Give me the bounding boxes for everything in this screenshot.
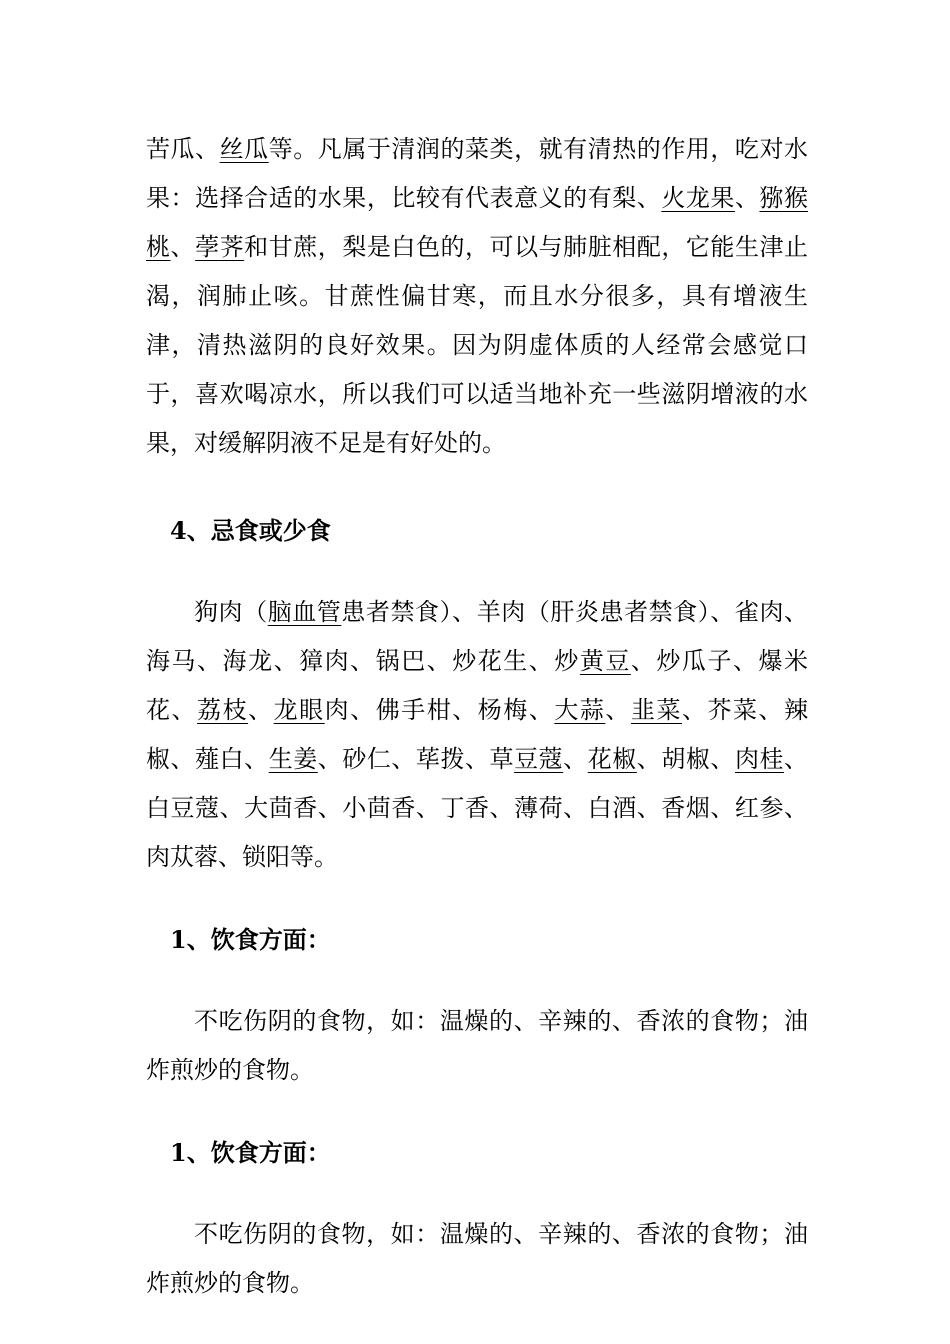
underlined-term[interactable]: 韭菜: [630, 696, 682, 724]
underlined-term[interactable]: 荔枝: [197, 696, 249, 724]
underlined-term[interactable]: 肉桂: [734, 745, 785, 773]
heading-diet-aspect-repeat: 1、饮食方面：: [170, 1138, 331, 1167]
underlined-term[interactable]: 豆蔻: [514, 745, 564, 773]
underlined-term[interactable]: 大蒜: [554, 696, 606, 724]
underlined-term[interactable]: 丝瓜: [219, 135, 269, 163]
underlined-term[interactable]: 荸荠: [195, 233, 245, 261]
paragraph-diet-advice: [146, 997, 808, 1095]
text-segment: 、: [563, 745, 588, 773]
underlined-term[interactable]: 龙眼: [273, 696, 325, 724]
underlined-term[interactable]: 猕猴桃: [146, 184, 809, 261]
heading-diet-aspect: 1、饮食方面：: [170, 925, 331, 954]
text-segment: 不吃伤阴的食物，如：温燥的、辛辣的、香浓的食物；油炸煎炒的食物。: [146, 1007, 808, 1084]
text-segment: 、: [248, 696, 274, 724]
paragraph-avoid-foods-list: [146, 588, 808, 882]
underlined-term[interactable]: 脑血管: [267, 598, 342, 626]
text-segment: 、炒瓜子、爆米花、: [146, 647, 809, 724]
text-segment: 不吃伤阴的食物，如：温燥的、辛辣的、香浓的食物；油炸煎炒的食物。: [146, 1220, 808, 1297]
paragraph-diet-advice-repeat: [146, 1210, 808, 1308]
text-segment: 、胡椒、: [636, 745, 735, 773]
text-segment: 患者禁食）、羊肉（肝炎患者禁食）、雀肉、海马、海龙、獐肉、锅巴、炒花生、炒: [146, 598, 809, 675]
heading-avoid-foods: 4、忌食或少食: [170, 516, 331, 545]
text-segment: 等。凡属于清润的菜类，就有清热的作用，吃对水果：选择合适的水果，比较有代表意义的有梨、: [146, 135, 809, 212]
text-segment: 、: [605, 696, 631, 724]
text-segment: 、白豆蔻、大茴香、小茴香、丁香、薄荷、白酒、香烟、红参、肉苁蓉、锁阳等。: [146, 745, 809, 871]
paragraph-fruits: [146, 125, 808, 468]
text-segment: 狗肉（: [194, 598, 268, 626]
text-segment: 、砂仁、荜拨、草: [317, 745, 515, 773]
text-segment: 、: [734, 184, 760, 212]
text-segment: 、芥菜、辣椒、薤白、: [146, 696, 809, 773]
underlined-term[interactable]: 生姜: [268, 745, 318, 773]
text-segment: 苦瓜、: [146, 135, 220, 163]
text-segment: 肉、佛手柑、杨梅、: [324, 696, 555, 724]
text-segment: 和甘蔗，梨是白色的，可以与肺脏相配，它能生津止渴，润肺止咳。甘蔗性偏甘寒，而且水分很多，具有增液生津，清热滋阴的良好效果。因为阴虚体质的人经常会感觉口于，喜欢喝凉水，所以我们可以适当地补充一些滋阴增液的水果，对缓解阴液不足是有好处的。: [146, 233, 809, 457]
text-segment: 、: [170, 233, 196, 261]
document-page: [146, 125, 808, 1308]
underlined-term[interactable]: 黄豆: [579, 647, 631, 675]
underlined-term[interactable]: 火龙果: [661, 184, 735, 212]
underlined-term[interactable]: 花椒: [587, 745, 637, 773]
